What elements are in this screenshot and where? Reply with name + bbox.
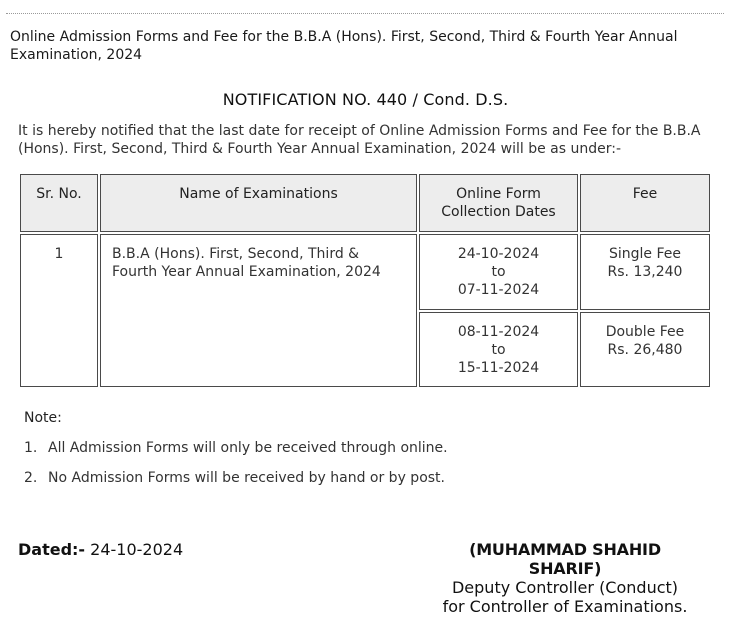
date-to: 15-11-2024: [457, 360, 540, 376]
signature-block: [435, 540, 695, 616]
page-heading: Online Admission Forms and Fee for the B.B.A (Hons). First, Second, Third & Fourth Year Annual Examination, 2024: [10, 29, 678, 63]
notification-title: NOTIFICATION NO. 440 / Cond. D.S.: [222, 90, 509, 109]
signatory-name: (MUHAMMAD SHAHID SHARIF): [469, 540, 661, 578]
date-to-word: to: [491, 264, 506, 280]
fee-amount: Rs. 13,240: [607, 264, 683, 280]
dated-value: 24-10-2024: [85, 540, 184, 559]
date-from: 08-11-2024: [457, 324, 540, 340]
cell-dates-slot-2: [419, 312, 578, 387]
fee-type: Single Fee: [608, 246, 681, 262]
header-sr-no: Sr. No.: [20, 174, 98, 232]
header-fee: Fee: [580, 174, 710, 232]
note-item: [24, 470, 445, 486]
header-exam-name: Name of Examinations: [100, 174, 417, 232]
date-from: 24-10-2024: [457, 246, 540, 262]
cell-exam-name: B.B.A (Hons). First, Second, Third & Fourth Year Annual Examination, 2024: [100, 234, 417, 387]
cell-sr-no: 1: [20, 234, 98, 387]
fee-type: Double Fee: [605, 324, 685, 340]
date-to-word: to: [491, 342, 506, 358]
note-label: Note:: [24, 410, 62, 426]
signatory-title: Deputy Controller (Conduct): [451, 578, 679, 597]
note-item: [24, 440, 448, 456]
cell-fee-slot-2: [580, 312, 710, 387]
note-number: 1.: [24, 440, 38, 456]
fee-amount: Rs. 26,480: [607, 342, 683, 358]
cell-fee-slot-1: [580, 234, 710, 310]
note-text: No Admission Forms will be received by hand or by post.: [48, 470, 445, 486]
cell-dates-slot-1: [419, 234, 578, 310]
header-collection-dates: Online Form Collection Dates: [419, 174, 578, 232]
note-number: 2.: [24, 470, 38, 486]
dated-line: [18, 540, 183, 559]
date-to: 07-11-2024: [457, 282, 540, 298]
intro-paragraph: It is hereby notified that the last date for receipt of Online Admission Forms and Fee for the B.B.A (Hons). First, Second, Third & Fourth Year Annual Examination, 2024 will be as under:-: [18, 123, 701, 157]
signatory-for: for Controller of Examinations.: [442, 597, 688, 616]
dated-label: Dated:-: [18, 540, 86, 559]
note-text: All Admission Forms will only be received through online.: [48, 440, 448, 456]
top-divider: [6, 13, 724, 14]
